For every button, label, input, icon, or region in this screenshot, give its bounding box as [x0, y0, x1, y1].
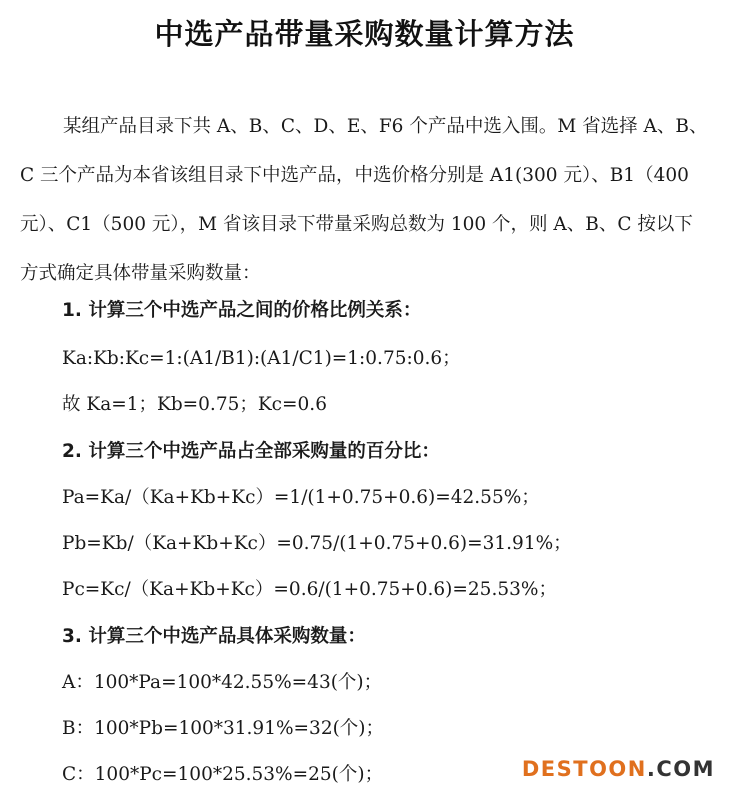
intro-line: C 三个产品为本省该组目录下中选产品，中选价格分别是 A1(300 元）、B1（400	[20, 165, 689, 186]
intro-paragraph	[20, 102, 720, 298]
intro-line: 元）、C1（500 元），M 省该目录下带量采购总数为 100 个，则 A、B、C 按以下	[20, 214, 693, 235]
document-title: 中选产品带量采购数量计算方法	[154, 17, 575, 51]
watermark-brand: DESTOON	[521, 757, 647, 781]
step-1-heading: 1. 计算三个中选产品之间的价格比例关系：	[62, 300, 422, 321]
intro-line: 某组产品目录下共 A、B、C、D、E、F6 个产品中选入围。M 省选择 A、B、	[63, 116, 708, 137]
watermark-domain: .COM	[646, 757, 715, 781]
step-3-quantity-a: A：100*Pa=100*42.55%=43(个)；	[62, 672, 383, 693]
step-2-formula-a: Pa=Ka/（Ka+Kb+Kc）=1/(1+0.75+0.6)=42.55%；	[62, 487, 540, 508]
step-2-formula-b: Pb=Kb/（Ka+Kb+Kc）=0.75/(1+0.75+0.6)=31.91%；	[62, 533, 572, 554]
step-3-quantity-b: B：100*Pb=100*31.91%=32(个)；	[62, 718, 385, 739]
step-1-formula: Ka:Kb:Kc=1:(A1/B1):(A1/C1)=1:0.75:0.6；	[62, 348, 461, 369]
step-3-quantity-c: C：100*Pc=100*25.53%=25(个)；	[62, 764, 384, 785]
step-2-heading: 2. 计算三个中选产品占全部采购量的百分比：	[62, 441, 440, 462]
step-1-result: 故 Ka=1；Kb=0.75；Kc=0.6	[62, 394, 327, 415]
step-3-heading: 3. 计算三个中选产品具体采购数量：	[62, 626, 366, 647]
step-2-formula-c: Pc=Kc/（Ka+Kb+Kc）=0.6/(1+0.75+0.6)=25.53%；	[62, 579, 557, 600]
intro-line: 方式确定具体带量采购数量：	[20, 263, 261, 284]
site-watermark	[522, 757, 715, 781]
